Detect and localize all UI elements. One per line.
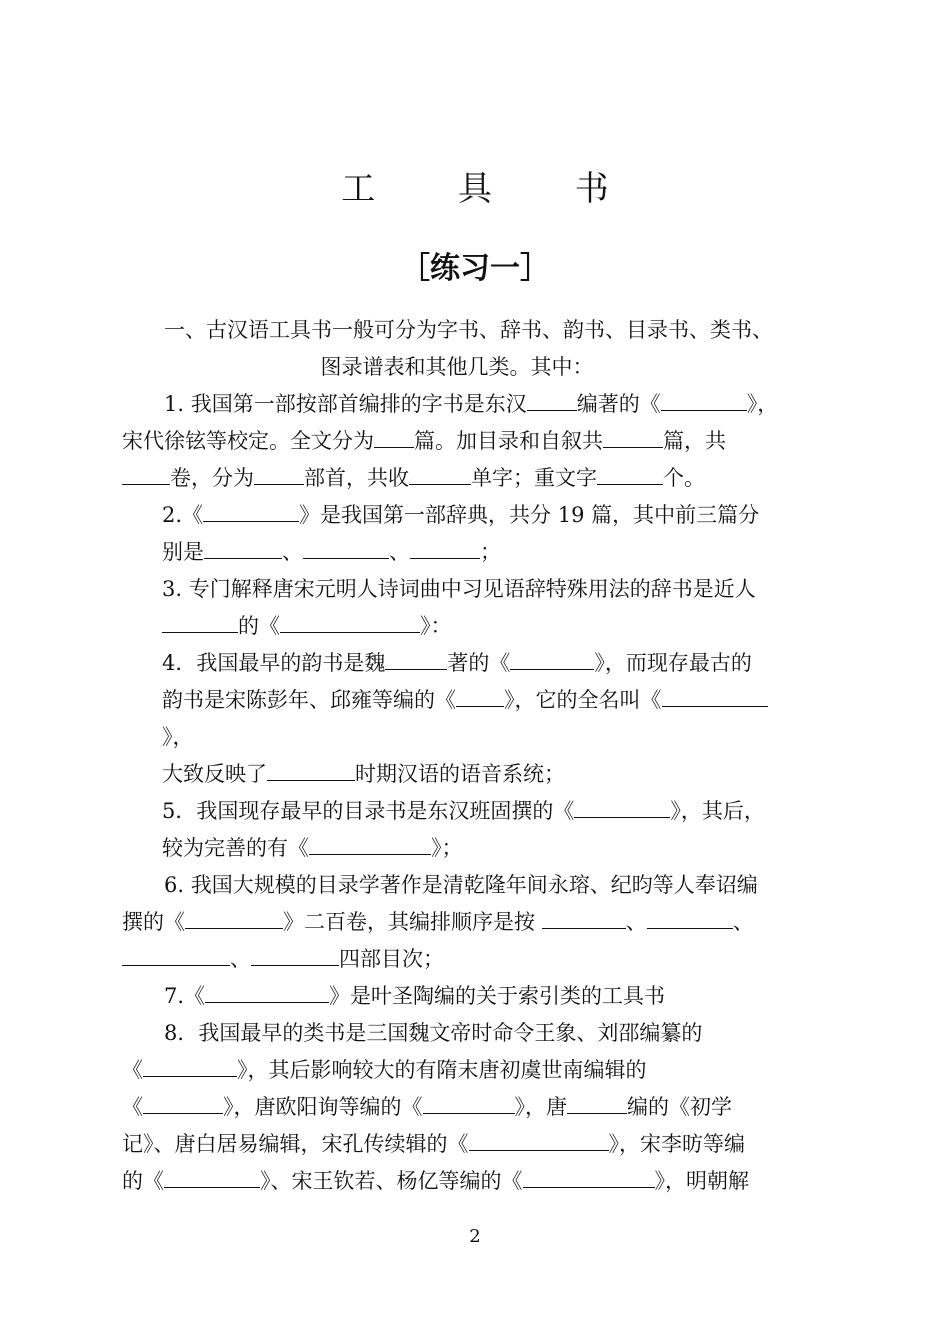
answer-blank[interactable] bbox=[122, 946, 230, 966]
question-4: 4．我国最早的韵书是魏 著的《 》，而现存最古的 韵书是宋陈彭年、邱雍等编的《 》，它的全名叫《》， 大致反映了 时期汉语的语音系统； bbox=[122, 645, 792, 793]
answer-blank[interactable] bbox=[542, 909, 626, 929]
answer-blank[interactable] bbox=[205, 983, 329, 1003]
answer-blank[interactable] bbox=[267, 761, 355, 781]
answer-blank[interactable] bbox=[204, 539, 282, 559]
question-5: 5．我国现存最早的目录书是东汉班固撰的《 》，其后， 较为完善的有《 》； bbox=[162, 799, 765, 860]
answer-blank[interactable] bbox=[523, 1168, 655, 1188]
answer-blank[interactable] bbox=[303, 539, 389, 559]
answer-blank[interactable] bbox=[647, 909, 733, 929]
answer-blank[interactable] bbox=[567, 1094, 627, 1114]
question-8: 8．我国最早的类书是三国魏文帝时命令王象、刘邵编纂的 《 》，其后影响较大的有隋末唐初虞世南编辑的 《 》，唐欧阳询等编的《 》，唐 编的《初学 记》、唐白居易编辑，宋孔传续辑的《 》，宋李昉等编 的《 》、宋王钦若、杨亿等编的《 》，明朝解 bbox=[122, 1021, 749, 1193]
answer-blank[interactable] bbox=[409, 465, 471, 485]
answer-blank[interactable] bbox=[143, 1094, 223, 1114]
answer-blank[interactable] bbox=[574, 798, 670, 818]
question-2: 2.《 》是我国第一部辞典，共分 19 篇，其中前三篇分 别是 、 、 ； bbox=[162, 503, 760, 564]
answer-blank[interactable] bbox=[527, 391, 577, 411]
answer-blank[interactable] bbox=[122, 465, 170, 485]
exercise-heading: ［练习一］ bbox=[400, 251, 550, 286]
answer-blank[interactable] bbox=[254, 465, 304, 485]
answer-blank[interactable] bbox=[251, 946, 339, 966]
question-7: 7.《 》是叶圣陶编的关于索引类的工具书 bbox=[164, 984, 666, 1008]
answer-blank[interactable] bbox=[385, 650, 447, 670]
question-3: 3. 专门解释唐宋元明人诗词曲中习见语辞特殊用法的辞书是近人 的《 》： bbox=[162, 577, 756, 638]
answer-blank[interactable] bbox=[162, 613, 238, 633]
answer-blank[interactable] bbox=[469, 1131, 609, 1151]
page-title: 工 具 书 bbox=[341, 169, 645, 209]
answer-blank[interactable] bbox=[423, 1094, 515, 1114]
answer-blank[interactable] bbox=[374, 428, 414, 448]
answer-blank[interactable] bbox=[164, 1168, 260, 1188]
question-6: 6. 我国大规模的目录学著作是清乾隆年间永瑢、纪昀等人奉诏编 撰的《 》二百卷，其编排顺序是按 、 、 、 四部目次； bbox=[122, 873, 758, 971]
answer-blank[interactable] bbox=[203, 502, 299, 522]
answer-blank[interactable] bbox=[662, 687, 768, 707]
answer-blank[interactable] bbox=[185, 909, 283, 929]
answer-blank[interactable] bbox=[143, 1057, 237, 1077]
answer-blank[interactable] bbox=[510, 650, 594, 670]
exercise-body bbox=[122, 312, 792, 1200]
answer-blank[interactable] bbox=[661, 391, 747, 411]
answer-blank[interactable] bbox=[309, 835, 431, 855]
answer-blank[interactable] bbox=[456, 687, 504, 707]
answer-blank[interactable] bbox=[603, 428, 663, 448]
intro-line-1: 一、古汉语工具书一般可分为字书、辞书、韵书、目录书、类书、 bbox=[164, 318, 773, 342]
answer-blank[interactable] bbox=[410, 539, 480, 559]
intro-line-2: 图录谱表和其他几类。其中： bbox=[320, 355, 594, 379]
question-1: 1. 我国第一部按部首编排的字书是东汉 编著的《 》， 宋代徐铉等校定。全文分为 篇。加目录和自叙共 篇，共 卷，分为 部首，共收 单字；重文字 个。 bbox=[122, 392, 779, 490]
page-number: 2 bbox=[469, 1226, 481, 1247]
answer-blank[interactable] bbox=[597, 465, 663, 485]
answer-blank[interactable] bbox=[280, 613, 420, 633]
